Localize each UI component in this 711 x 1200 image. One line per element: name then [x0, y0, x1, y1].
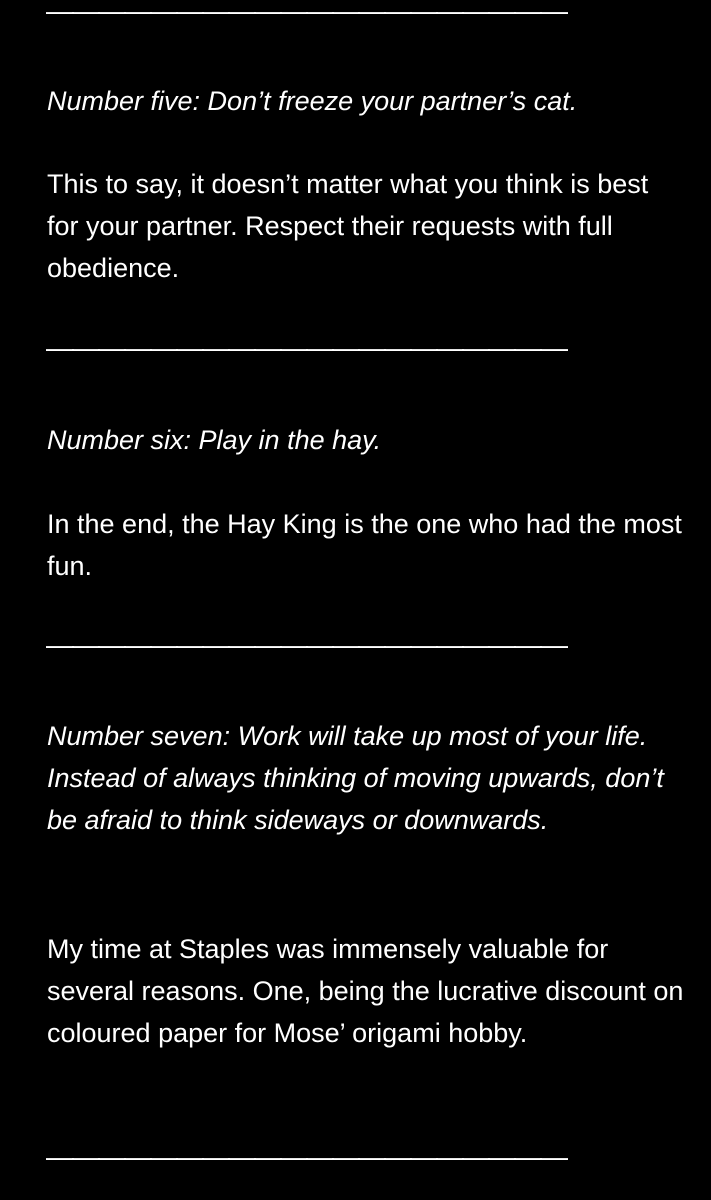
section-heading: Number seven: Work will take up most of your life. Instead of always thinking of moving upwards, don’t be afraid to think sideways or downwards.: [47, 721, 664, 835]
section-body: This to say, it doesn’t matter what you think is best for your partner. Respect their requests with full obedience.: [47, 169, 649, 283]
section-divider: ————————————————————: [46, 332, 566, 363]
section-divider: ————————————————————: [46, 1141, 566, 1172]
section-divider: ————————————————————: [46, 629, 566, 660]
section-heading: Number five: Don’t freeze your partner’s cat.: [47, 86, 578, 116]
section-body: In the end, the Hay King is the one who had the most fun.: [47, 509, 682, 581]
section-heading: Number six: Play in the hay.: [47, 425, 382, 455]
section-divider: ————————————————————: [46, 0, 566, 26]
section-body: My time at Staples was immensely valuable for several reasons. One, being the lucrative discount on coloured paper for Mose’ origami hobby.: [47, 934, 684, 1048]
